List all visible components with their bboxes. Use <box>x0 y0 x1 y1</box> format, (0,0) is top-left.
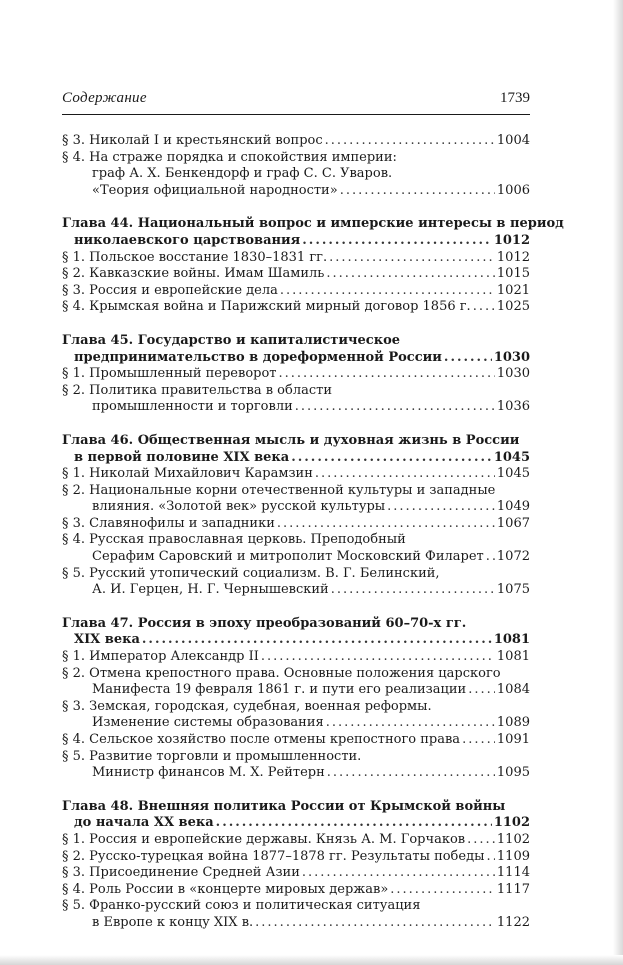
running-header <box>62 90 530 115</box>
toc-chapter <box>62 216 564 316</box>
toc-page-number: 1004 <box>496 133 530 148</box>
toc-chapter-heading[interactable] <box>62 333 530 350</box>
toc-page-number: 1049 <box>496 499 530 515</box>
table-of-contents <box>62 133 564 949</box>
toc-entry-title: § 3. Николай I и крестьянский вопрос <box>62 133 323 148</box>
dot-leader <box>387 499 495 516</box>
toc-entry-title: § 4. Роль России в «концерте мировых держав» <box>62 881 389 897</box>
dot-leader <box>278 366 494 383</box>
toc-entry[interactable] <box>62 915 530 932</box>
toc-page-number: 1045 <box>496 466 530 482</box>
toc-page-number: 1025 <box>496 299 530 315</box>
toc-entry-title: влияния. «Золотой век» русской культуры <box>92 499 386 515</box>
toc-entry[interactable] <box>62 266 530 283</box>
dot-leader <box>340 183 495 200</box>
toc-entry[interactable] <box>62 383 530 400</box>
toc-entry-title: граф А. Х. Бенкендорф и граф С. С. Уваров. <box>92 166 393 182</box>
toc-entry[interactable] <box>62 499 530 516</box>
toc-entry-title: § 5. Развитие торговли и промышленности. <box>62 748 362 764</box>
toc-chapter-heading[interactable] <box>62 815 530 832</box>
toc-entry-title: Серафим Саровский и митрополит Московский Филарет <box>92 549 484 565</box>
toc-entry[interactable] <box>62 283 530 300</box>
toc-entry[interactable] <box>62 649 530 666</box>
dot-leader <box>462 732 495 749</box>
toc-entry-title: § 2. Русско-турецкая война 1877–1878 гг. Результаты победы <box>62 848 485 864</box>
toc-entry-title: § 3. Земская, городская, судебная, военная реформы. <box>62 698 432 714</box>
toc-entry-title: в Европе к концу XIX в. <box>92 914 254 930</box>
toc-entry-title: до начала XX века <box>74 815 214 831</box>
dot-leader <box>291 450 492 467</box>
toc-page-number: 1102 <box>493 815 530 831</box>
toc-entry-title: Глава 44. Национальный вопрос и имперские интересы в период <box>62 216 564 232</box>
toc-entry[interactable] <box>62 399 530 416</box>
toc-entry[interactable] <box>62 582 530 599</box>
dot-leader <box>326 266 495 283</box>
toc-page-number: 1072 <box>496 549 530 565</box>
dot-leader <box>255 915 495 932</box>
toc-entry-title: Глава 47. Россия в эпоху преобразований 60–70-х гг. <box>62 615 467 631</box>
toc-page-number: 1091 <box>496 732 530 747</box>
toc-entry[interactable] <box>62 183 530 200</box>
toc-entry-title: § 1. Россия и европейские державы. Князь А. М. Горчаков <box>62 831 466 847</box>
toc-entry[interactable] <box>62 849 530 866</box>
toc-chapter-heading[interactable] <box>62 216 564 233</box>
toc-entry-title: § 2. Политика правительства в области <box>62 382 332 398</box>
toc-entry-title: в первой половине XIX века <box>74 449 290 465</box>
toc-page-number: 1114 <box>496 865 530 881</box>
toc-entry[interactable] <box>62 898 530 915</box>
dot-leader <box>326 715 495 732</box>
toc-page-number: 1045 <box>493 449 530 465</box>
toc-entry-title: § 1. Польское восстание 1830–1831 гг. <box>62 249 328 265</box>
toc-entry-title: § 1. Николай Михайлович Карамзин <box>62 466 313 482</box>
toc-chapter-heading[interactable] <box>62 233 530 250</box>
toc-entry-title: «Теория официальной народности» <box>92 182 338 198</box>
toc-entry-title: § 3. Присоединение Средней Азии <box>62 865 300 881</box>
toc-entry[interactable] <box>62 666 530 683</box>
toc-entry-title: Министр финансов М. Х. Рейтерн <box>92 765 325 781</box>
toc-entry[interactable] <box>62 882 530 899</box>
toc-entry-title: § 1. Промышленный переворот <box>62 366 277 382</box>
dot-leader <box>302 865 495 882</box>
dot-leader <box>142 632 492 649</box>
page-edge-shadow <box>613 0 623 965</box>
toc-page-number: 1095 <box>496 765 530 781</box>
dot-leader <box>329 250 495 267</box>
toc-chapter <box>62 133 530 199</box>
toc-page-number: 1117 <box>496 881 530 897</box>
toc-entry-title: § 4. Крымская война и Парижский мирный договор 1856 г. <box>62 299 471 315</box>
toc-entry[interactable] <box>62 549 530 566</box>
toc-entry-title: § 1. Император Александр II <box>62 649 259 665</box>
dot-leader <box>331 582 495 599</box>
toc-entry-title: § 5. Франко-русский союз и политическая ситуация <box>62 898 421 914</box>
toc-entry-title: Манифеста 19 февраля 1861 г. и пути его реализации <box>92 682 467 698</box>
toc-page-number: 1030 <box>496 366 530 382</box>
toc-page-number: 1109 <box>496 848 530 864</box>
toc-page-number: 1084 <box>496 682 530 698</box>
toc-entry-title: Глава 46. Общественная мысль и духовная жизнь в России <box>62 432 520 448</box>
toc-entry-title: Изменение системы образования <box>92 715 324 731</box>
header-title: Содержание <box>62 90 147 106</box>
dot-leader <box>390 882 495 899</box>
toc-entry-title: Глава 48. Внешняя политика России от Крымской войны <box>62 798 506 814</box>
toc-page-number: 1030 <box>493 349 530 365</box>
toc-entry-title: николаевского царствования <box>74 232 301 248</box>
toc-entry-title: § 4. На страже порядка и спокойствия империи: <box>62 149 397 165</box>
toc-entry-title: § 2. Отмена крепостного права. Основные положения царского <box>62 665 501 681</box>
toc-page-number: 1012 <box>493 232 530 248</box>
toc-page-number: 1081 <box>496 649 530 665</box>
dot-leader <box>302 233 492 250</box>
toc-page-number: 1012 <box>496 249 530 265</box>
toc-entry[interactable] <box>62 366 530 383</box>
toc-chapter-heading[interactable] <box>62 450 530 467</box>
dot-leader <box>277 516 495 533</box>
header-page-number: 1739 <box>500 90 530 106</box>
toc-page-number: 1089 <box>496 715 530 731</box>
toc-entry-title: § 3. Славянофилы и западники <box>62 515 275 531</box>
dot-leader <box>486 849 494 866</box>
toc-entry-title: § 3. Россия и европейские дела <box>62 282 278 298</box>
dot-leader <box>325 133 495 150</box>
dot-leader <box>468 682 495 699</box>
toc-entry-title: предпринимательство в дореформенной России <box>74 349 442 365</box>
toc-entry[interactable] <box>62 133 530 150</box>
toc-chapter-heading[interactable] <box>62 350 530 367</box>
toc-entry-title: § 2. Национальные корни отечественной культуры и западные <box>62 482 496 498</box>
toc-chapter <box>62 433 530 599</box>
dot-leader <box>444 350 492 367</box>
toc-page-number: 1102 <box>496 831 530 847</box>
toc-page-number: 1075 <box>496 582 530 598</box>
toc-entry-title: промышленности и торговли <box>92 399 293 415</box>
toc-entry[interactable] <box>62 682 530 699</box>
dot-leader <box>295 399 495 416</box>
toc-chapter-heading[interactable] <box>62 799 530 816</box>
toc-entry-title: XIX века <box>74 632 140 648</box>
toc-entry-title: § 5. Русский утопический социализм. В. Г. Белинский, <box>62 565 440 581</box>
toc-entry[interactable] <box>62 483 530 500</box>
toc-entry[interactable] <box>62 566 530 583</box>
toc-page-number: 1036 <box>496 399 530 415</box>
toc-entry-title: § 4. Русская православная церковь. Преподобный <box>62 532 406 548</box>
toc-chapter-heading[interactable] <box>62 433 530 450</box>
toc-entry[interactable] <box>62 732 530 749</box>
toc-entry[interactable] <box>62 715 530 732</box>
toc-entry[interactable] <box>62 150 530 167</box>
toc-entry[interactable] <box>62 865 530 882</box>
dot-leader <box>261 649 495 666</box>
toc-entry-title: Глава 45. Государство и капиталистическое <box>62 332 401 348</box>
toc-entry[interactable] <box>62 250 530 267</box>
dot-leader <box>467 832 495 849</box>
toc-page-number: 1015 <box>496 266 530 282</box>
toc-entry[interactable] <box>62 516 530 533</box>
toc-entry-title: А. И. Герцен, Н. Г. Чернышевский <box>92 582 329 598</box>
toc-entry[interactable] <box>62 765 530 782</box>
dot-leader <box>216 815 492 832</box>
toc-chapter-heading[interactable] <box>62 632 530 649</box>
toc-entry[interactable] <box>62 749 530 766</box>
dot-leader <box>473 299 495 316</box>
dot-leader <box>486 549 495 566</box>
toc-entry[interactable] <box>62 299 530 316</box>
toc-entry[interactable] <box>62 166 530 183</box>
toc-entry[interactable] <box>62 532 530 549</box>
toc-chapter <box>62 616 530 782</box>
toc-entry[interactable] <box>62 832 530 849</box>
dot-leader <box>327 765 495 782</box>
toc-entry-title: § 2. Кавказские войны. Имам Шамиль <box>62 266 325 282</box>
dot-leader <box>280 283 495 300</box>
toc-entry[interactable] <box>62 699 530 716</box>
toc-page-number: 1067 <box>496 515 530 531</box>
toc-page-number: 1006 <box>496 182 530 198</box>
dot-leader <box>315 466 495 483</box>
toc-chapter-heading[interactable] <box>62 616 530 633</box>
toc-page-number: 1122 <box>496 914 530 930</box>
toc-chapter <box>62 333 530 416</box>
toc-entry-title: § 4. Сельское хозяйство после отмены крепостного права <box>62 732 461 747</box>
toc-page-number: 1021 <box>496 282 530 298</box>
toc-page-number: 1081 <box>493 632 530 648</box>
toc-entry[interactable] <box>62 466 530 483</box>
toc-chapter <box>62 799 530 932</box>
page-edge-shadow-bottom <box>0 955 623 965</box>
